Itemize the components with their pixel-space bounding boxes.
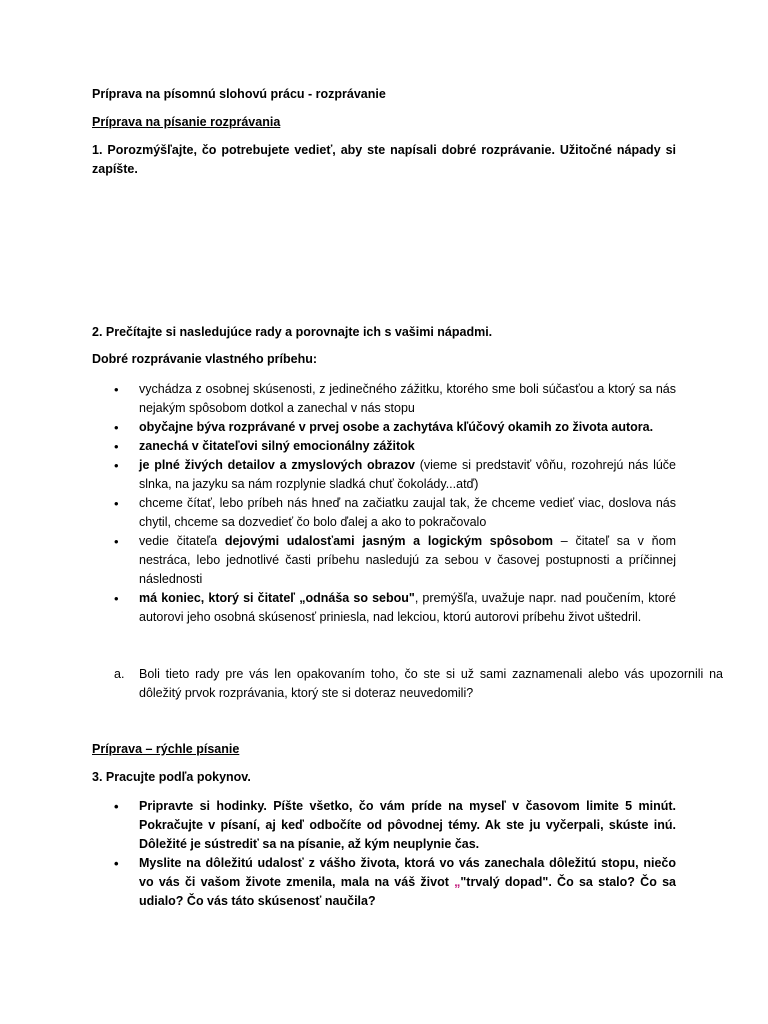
list-item: • vedie čitateľa dejovými udalosťami jasným a logickým spôsobom – čitateľ sa v ňom nestráca, lebo jednotlivé časti príbehu nasledujú za sebou v časovej postupnosti a príčinnej následnosti xyxy=(92,532,676,589)
list-item: • Myslite na dôležitú udalosť z vášho života, ktorá vo vás zanechala dôležitú stopu, niečo vo vás či vašom živote zmenila, mala na váš život „"trvalý dopad". Čo sa stalo? Čo sa udialo? Čo vás táto skúsenosť naučila? xyxy=(92,854,676,911)
list-item: • má koniec, ktorý si čitateľ „odnáša so sebou", premýšľa, uvažuje napr. nad poučením, ktoré autorovi jeho osobná skúsenosť priniesla, nad lekciou, ktorú autorovi príbehu život uštedril. xyxy=(92,589,676,627)
task2-text: 2. Prečítajte si nasledujúce rady a porovnajte ich s vašimi nápadmi. xyxy=(92,325,493,339)
question-a xyxy=(92,665,723,703)
advice-list xyxy=(92,380,676,627)
section3-heading: Príprava – rýchle písanie xyxy=(92,742,240,756)
list-item: • je plné živých detailov a zmyslových obrazov (vieme si predstaviť vôňu, rozohrejú nás lúče slnka, na jazyku sa nám rozplynie sladká chuť čokolády...atď) xyxy=(92,456,676,494)
question-text: Boli tieto rady pre vás len opakovaním toho, čo ste si už sami zaznamenali alebo vás upozornili na dôležitý prvok rozprávania, ktorý ste si doteraz neuvedomili? xyxy=(139,667,723,700)
page-title: Príprava na písomnú slohovú prácu - rozprávanie xyxy=(92,87,386,101)
list-item: • Pripravte si hodinky. Píšte všetko, čo vám príde na myseľ v časovom limite 5 minút. Pokračujte v písaní, aj keď odbočíte od pôvodnej témy. Ak ste ju vyčerpali, skúste inú. Dôležité je sústrediť sa na písanie, až kým neuplynie čas. xyxy=(92,797,676,854)
task1-text: 1. Porozmýšľajte, čo potrebujete vedieť, aby ste napísali dobré rozprávanie. Užitočné nápady si zapíšte. xyxy=(92,143,676,176)
task3-text: 3. Pracujte podľa pokynov. xyxy=(92,770,251,784)
good-narrative-subheading: Dobré rozprávanie vlastného príbehu: xyxy=(92,352,318,366)
list-item: • zanechá v čitateľovi silný emocionálny zážitok xyxy=(92,437,676,456)
list-item: • obyčajne býva rozprávané v prvej osobe a zachytáva kľúčový okamih zo života autora. xyxy=(92,418,676,437)
question-marker: a. xyxy=(114,667,125,681)
quick-writing-list xyxy=(92,797,676,911)
list-item: • vychádza z osobnej skúsenosti, z jedinečného zážitku, ktorého sme boli súčasťou a ktorý sa nás nejakým spôsobom dotkol a zanechal v nás stopu xyxy=(92,380,676,418)
list-item: • chceme čítať, lebo príbeh nás hneď na začiatku zaujal tak, že chceme vedieť viac, doslova nás chytil, chceme sa dozvedieť čo bolo ďalej a ako to pokračovalo xyxy=(92,494,676,532)
section1-heading: Príprava na písanie rozprávania xyxy=(92,115,281,129)
opening-quote: „ xyxy=(454,875,461,889)
